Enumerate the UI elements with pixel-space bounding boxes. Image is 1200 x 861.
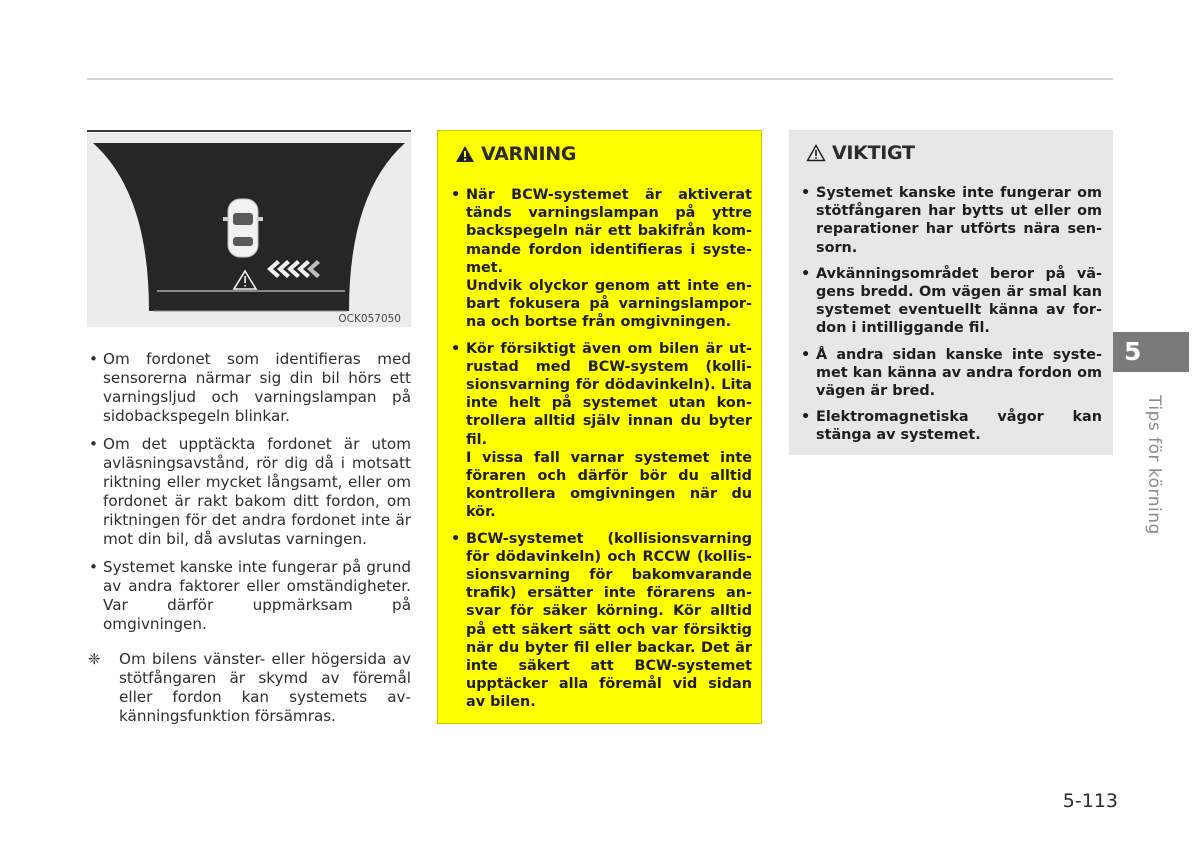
list-item: • Elektromagnetiska vågor kan stänga av systemet. bbox=[801, 409, 1102, 444]
figure-code: OCK057050 bbox=[338, 313, 401, 325]
left-bullet-list bbox=[87, 350, 411, 634]
list-item: • Om det upptäckta fordonet är utom avläsningsavstånd, rör dig då i motsatt riktning eller mycket långsamt, eller om fordonet är rakt bakom ditt fordon, om riktningen för det andra fordonet inte är mot din bil, då avslutas varningen. bbox=[89, 435, 411, 548]
note-symbol: ❈ bbox=[88, 650, 101, 668]
car-icon bbox=[223, 199, 263, 257]
list-item: • Å andra sidan kanske inte systemet kan känna av andra fordon om vägen är bred. bbox=[801, 346, 1102, 400]
list-item: • Om fordonet som identifieras med sensorerna närmar sig din bil hörs ett varningsljud och varningslampan på sidobackspegeln blinkar. bbox=[89, 350, 411, 425]
important-box bbox=[789, 130, 1113, 455]
list-item: • Systemet kanske inte fungerar på grund av andra faktorer eller omständigheter. Var därför uppmärksam på omgivningen. bbox=[89, 558, 411, 633]
list-item: • Avkänningsområdet beror på vägens bredd. Om vägen är smal kan systemet eventuellt känna av fordon i intilliggande fil. bbox=[801, 265, 1102, 337]
bcw-figure bbox=[87, 133, 411, 327]
list-item: • BCW-systemet (kollisionsvarning för dödavinkeln) och RCCW (kollissionsvarning för bakomvarande trafik) ersätter inte förarens ansvar för säker körning. Kör alltid på ett säkert sätt och var försiktig när du byter fil eller backar. Det är inte säkert att BCW-systemet upptäcker alla föremål vid sidan av bilen. bbox=[451, 530, 752, 711]
warning-icon bbox=[455, 145, 475, 163]
warning-title: VARNING bbox=[481, 143, 577, 165]
note-paragraph bbox=[87, 650, 411, 726]
list-item: • Systemet kanske inte fungerar om stötfångaren har bytts ut eller om reparationer har utförts nära sensorn. bbox=[801, 185, 1102, 256]
header-rule bbox=[87, 78, 1113, 80]
note-text: Om bilens vänster- eller högersida av stötfångaren är skymd av föremål eller fordon kan systemets avkänningsfunktion försämras. bbox=[119, 650, 411, 725]
list-item: • När BCW-systemet är aktiverat tänds varningslampan på yttre backspegeln när ett bakifrån kommande fordon identifieras i systemet. Undvik olyckor genom att inte enbart fokusera på varningslamporna och bortse från omgivningen. bbox=[451, 187, 752, 331]
page-number: 5-113 bbox=[1062, 790, 1118, 812]
chapter-title: Tips för körning bbox=[1144, 395, 1164, 535]
body-text bbox=[87, 350, 411, 726]
list-item: • Kör försiktigt även om bilen är utrustad med BCW-system (kollisionsvarning för dödavinkeln). Lita inte helt på systemet utan kontrollera alltid själv innan du byter fil. I vissa fall varnar systemet inte föraren och därför bör du alltid kontrollera omgivningen när du kör. bbox=[451, 340, 752, 521]
important-heading bbox=[806, 142, 915, 164]
warning-box bbox=[437, 130, 762, 724]
figure-top-rule bbox=[87, 130, 411, 132]
cluster-display-illustration bbox=[87, 133, 411, 327]
caution-icon bbox=[806, 144, 826, 162]
warning-body bbox=[450, 186, 752, 720]
important-body bbox=[800, 184, 1102, 453]
chapter-tab: 5 bbox=[1113, 332, 1189, 372]
important-title: VIKTIGT bbox=[832, 142, 915, 164]
warning-heading bbox=[455, 143, 576, 165]
